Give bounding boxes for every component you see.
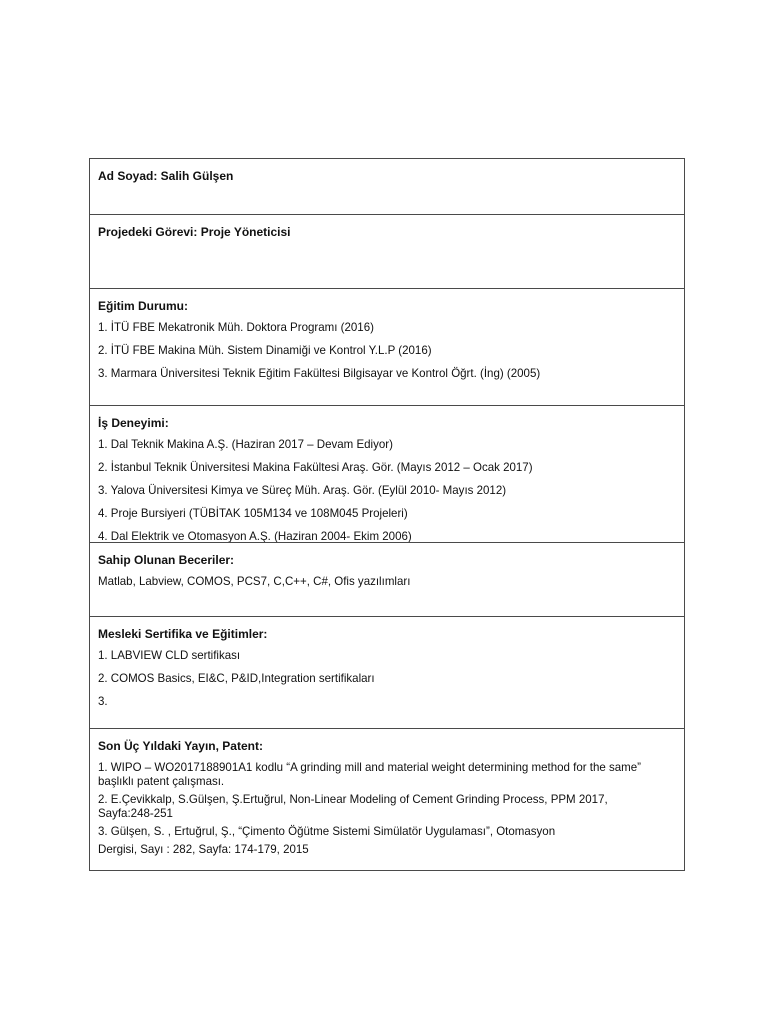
name-label: Ad Soyad: Salih Gülşen [98,169,234,183]
experience-item: 3. Yalova Üniversitesi Kimya ve Süreç Müh. Araş. Gör. (Eylül 2010- Mayıs 2012) [98,483,507,497]
skills-section [90,543,684,617]
experience-item: 2. İstanbul Teknik Üniversitesi Makina Fakültesi Araş. Gör. (Mayıs 2012 – Ocak 2017) [98,460,533,474]
education-heading: Eğitim Durumu: [98,299,188,313]
publication-item: 2. E.Çevikkalp, S.Gülşen, Ş.Ertuğrul, Non-Linear Modeling of Cement Grinding Process, PPM 2017, Sayfa:248-251 [98,792,608,820]
experience-item: 4. Dal Elektrik ve Otomasyon A.Ş. (Haziran 2004- Ekim 2006) [98,529,412,543]
education-item: 2. İTÜ FBE Makina Müh. Sistem Dinamiği ve Kontrol Y.L.P (2016) [98,343,432,357]
role-label: Projedeki Görevi: Proje Yöneticisi [98,225,291,239]
role-section [90,215,684,289]
skills-heading: Sahip Olunan Beceriler: [98,553,235,567]
experience-section [90,406,684,543]
publication-item: 3. Gülşen, S. , Ertuğrul, Ş., “Çimento Öğütme Sistemi Simülatör Uygulaması”, Otomasyon [98,824,556,838]
publication-item: Dergisi, Sayı : 282, Sayfa: 174-179, 2015 [98,842,309,856]
education-section [90,289,684,406]
experience-heading: İş Deneyimi: [98,416,169,430]
certificate-item: 1. LABVIEW CLD sertifikası [98,648,241,662]
experience-item: 1. Dal Teknik Makina A.Ş. (Haziran 2017 – Devam Ediyor) [98,437,393,451]
certificate-item: 2. COMOS Basics, EI&C, P&ID,Integration sertifikaları [98,671,375,685]
publication-item: 1. WIPO – WO2017188901A1 kodlu “A grinding mill and material weight determining method for the same” başlıklı patent çalışması. [98,760,641,788]
certificates-section [90,617,684,729]
education-item: 3. Marmara Üniversitesi Teknik Eğitim Fakültesi Bilgisayar ve Kontrol Öğrt. (İng) (2005) [98,366,541,380]
publications-heading: Son Üç Yıldaki Yayın, Patent: [98,739,263,753]
cv-form-table [89,158,685,871]
name-section [90,159,684,215]
experience-item: 4. Proje Bursiyeri (TÜBİTAK 105M134 ve 108M045 Projeleri) [98,506,408,520]
publications-section [90,729,684,870]
skills-item: Matlab, Labview, COMOS, PCS7, C,C++, C#, Ofis yazılımları [98,574,411,588]
education-item: 1. İTÜ FBE Mekatronik Müh. Doktora Programı (2016) [98,320,374,334]
certificate-item: 3. [98,694,108,708]
certificates-heading: Mesleki Sertifika ve Eğitimler: [98,627,268,641]
